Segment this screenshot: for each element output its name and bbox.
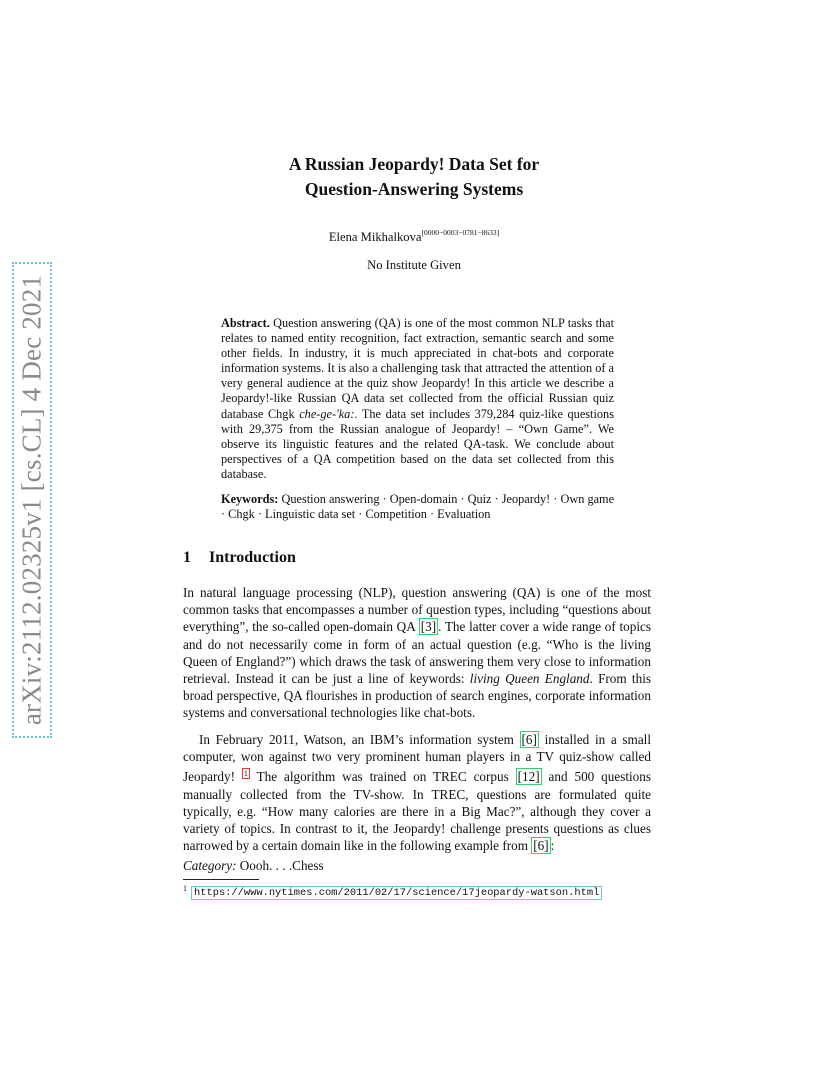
title-line-2: Question-Answering Systems bbox=[304, 179, 524, 199]
footnote-divider bbox=[183, 879, 259, 880]
abstract-text-part1: Question answering (QA) is one of the most common NLP tasks that relates to named entity recognition, fact extraction, semantic search and some other fields. In industry, it is much appreciated in chat-bots and corporate information systems. It is also a challenging task that attracted the attention of a very general audience at the quiz show Jeopardy! In this article we describe a Jeopardy!-like Russian QA data set collected from the official Russian quiz database Chgk bbox=[221, 316, 615, 421]
affiliation: No Institute Given bbox=[367, 258, 461, 272]
para2-text-e: : bbox=[550, 838, 555, 854]
intro-paragraph-1 bbox=[183, 584, 651, 722]
section-title: Introduction bbox=[209, 549, 296, 566]
para1-text-b: . The latter cover a wide range of topics and do not necessarily come in form of an actual question (e.g. “Who is the living Queen of England?”) which draws the task of answering them very close to information retrieval. Instead it can be just a line of keywords: bbox=[183, 619, 651, 687]
para2-text-b: installed in a small computer, won against two very prominent human players in a TV quiz-show called Jeopardy! bbox=[183, 732, 651, 785]
citation-link[interactable]: [6] bbox=[533, 838, 549, 854]
keywords bbox=[221, 492, 616, 522]
citation-link[interactable]: [12] bbox=[517, 769, 540, 785]
footnote-1 bbox=[183, 884, 602, 899]
title-line-1: A Russian Jeopardy! Data Set for bbox=[288, 154, 540, 174]
category-label: Category: bbox=[183, 858, 237, 873]
para2-text-c: The algorithm was trained on TREC corpus bbox=[249, 769, 516, 785]
citation-link[interactable]: [3] bbox=[420, 619, 437, 635]
para2-text-a: In February 2011, Watson, an IBM’s information system bbox=[199, 732, 520, 747]
abstract-text-part2: . The data set includes 379,284 quiz-like questions with 29,375 from the Russian analogue of Jeopardy! – “Own Game”. We observe its linguistic features and the related QA-task. We conclude about perspectives of a QA competition based on the data set collected from this database. bbox=[221, 406, 614, 481]
para1-text-a: In natural language processing (NLP), question answering (QA) is one of the most common tasks that encompasses a number of question types, including “questions about everything”, the so-called open-domain QA bbox=[183, 585, 651, 635]
keywords-label: Keywords: bbox=[221, 492, 279, 506]
abstract bbox=[221, 316, 614, 482]
para1-text-c: . From this broad perspective, QA flourishes in production of search engines, corporate information systems and conversational technologies like chat-bots. bbox=[183, 671, 651, 721]
keywords-text: Question answering · Open-domain · Quiz · Jeopardy! · Own game · Chgk · Linguistic data set · Competition · Evaluation bbox=[221, 492, 615, 522]
footnote-marker-link[interactable]: 1 bbox=[243, 769, 248, 779]
abstract-label: Abstract. bbox=[221, 316, 270, 330]
author-line bbox=[160, 228, 668, 245]
intro-paragraph-2 bbox=[183, 731, 651, 854]
author-name: Elena Mikhalkova bbox=[328, 230, 422, 244]
section-heading-introduction bbox=[183, 549, 296, 567]
footnote-number: 1 bbox=[183, 884, 187, 893]
section-number: 1 bbox=[183, 549, 191, 566]
para2-text-d: and 500 questions manually collected from the TV-show. In TREC, questions are formulated quite typically, e.g. “How many calories are there in a Big Mac?”, although they cover a variety of topics. In contrast to it, the Jeopardy! challenge presents questions as clues narrowed by a certain domain like in the following example from bbox=[183, 769, 651, 854]
author-orcid[interactable]: [0000−0003−0781−8633] bbox=[421, 228, 500, 237]
category-example bbox=[183, 858, 324, 874]
arxiv-identifier-stamp[interactable] bbox=[12, 262, 52, 738]
abstract-italic-term: che-ge-'ka: bbox=[299, 406, 355, 421]
category-value: Oooh. . . .Chess bbox=[236, 858, 324, 873]
arxiv-identifier-text: arXiv:2112.02325v1 [cs.CL] 4 Dec 2021 bbox=[16, 274, 47, 726]
citation-link[interactable]: [6] bbox=[521, 732, 537, 747]
paper-title bbox=[160, 152, 668, 202]
para1-italic-keywords: living Queen England bbox=[469, 671, 590, 687]
footnote-url-link[interactable]: https://www.nytimes.com/2011/02/17/science/17jeopardy-watson.html bbox=[191, 886, 602, 900]
